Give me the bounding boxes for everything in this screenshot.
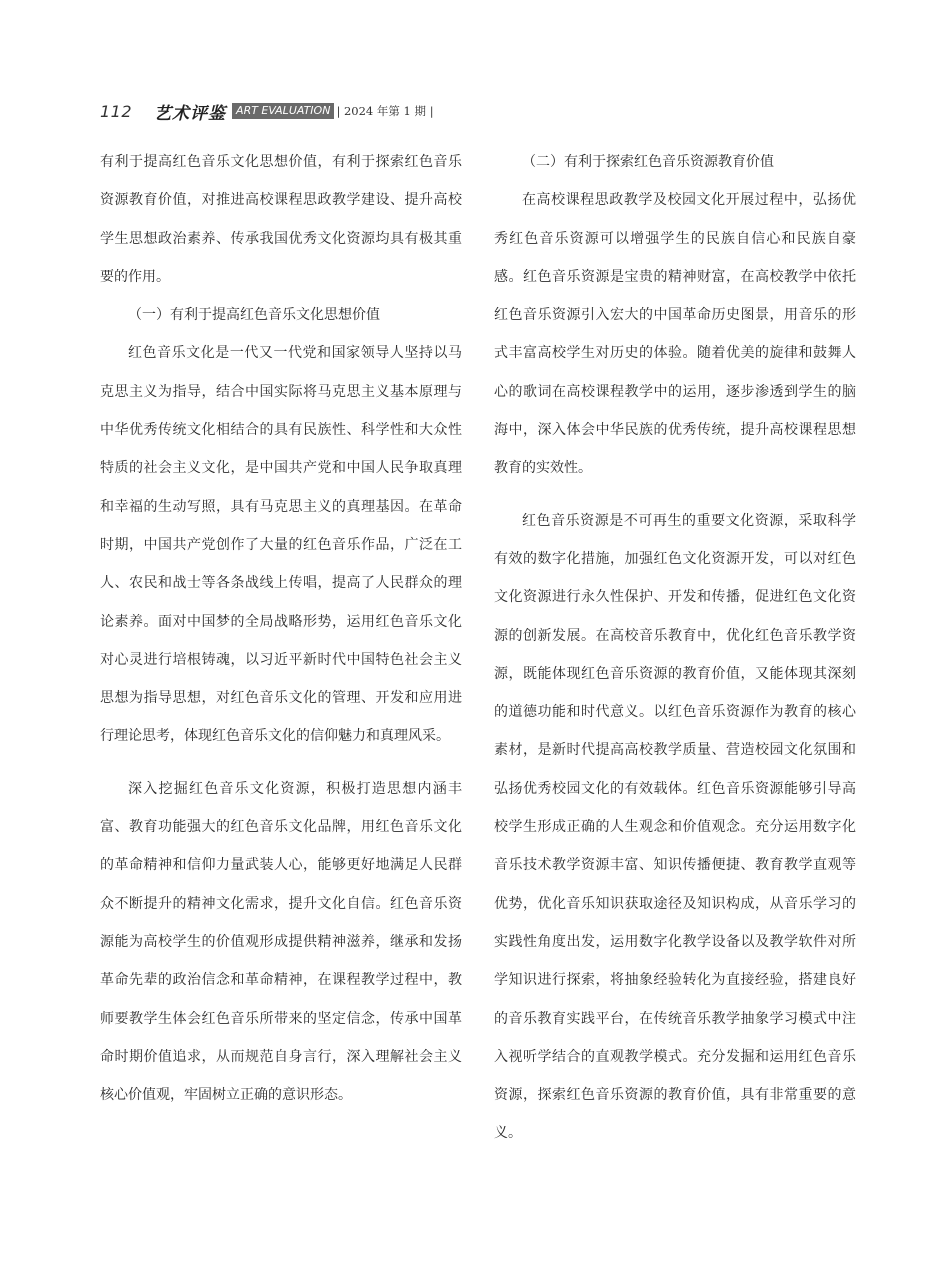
section-heading: （一）有利于提高红色音乐文化思想价值 — [128, 307, 380, 324]
paragraph: 在高校课程思政教学及校园文化开展过程中，弘扬优秀红色音乐资源可以增强学生的民族自信心和民族自豪感。红色音乐资源是宝贵的精神财富，在高校教学中依托红色音乐资源引入宏大的中国革命历史图景，用音乐的形式丰富高校学生对历史的体验。随着优美的旋律和鼓舞人心的歌词在高校课程教学中的运用，逐步渗透到学生的脑海中，深入体会中华民族的优秀传统，提升高校课程思想教育的实效性。 — [494, 192, 856, 477]
section-heading: （二）有利于探索红色音乐资源教育价值 — [522, 154, 774, 170]
right-column — [494, 143, 856, 1153]
paragraph: 红色音乐文化是一代又一代党和国家领导人坚持以马克思主义为指导，结合中国实际将马克思主义基本原理与中华优秀传统文化相结合的具有民族性、科学性和大众性特质的社会主义文化，是中国共产党和中国人民争取真理和幸福的生动写照，具有马克思主义的真理基因。在革命时期，中国共产党创作了大量的红色音乐作品，广泛在工人、农民和战士等各条战线上传唱，提高了人民群众的理论素养。面对中国梦的全局战略形势，运用红色音乐文化对心灵进行培根铸魂，以习近平新时代中国特色社会主义思想为指导思想，对红色音乐文化的管理、开发和应用进行理论思考，体现红色音乐文化的信仰魅力和真理风采。 — [100, 345, 462, 745]
issue-label: | 2024 年第 1 期 | — [336, 104, 434, 118]
paragraph: 深入挖掘红色音乐文化资源，积极打造思想内涵丰富、教育功能强大的红色音乐文化品牌，用红色音乐文化的革命精神和信仰力量武装人心，能够更好地满足人民群众不断提升的精神文化需求，提升文化自信。红色音乐资源能为高校学生的价值观形成提供精神滋养，继承和发扬革命先辈的政治信念和革命精神，在课程教学过程中，教师要教学生体会红色音乐所带来的坚定信念，传承中国革命时期价值追求，从而规范自身言行，深入理解社会主义核心价值观，牢固树立正确的意识形态。 — [100, 780, 462, 1104]
page-number: 112 — [100, 101, 133, 121]
left-column — [100, 143, 462, 1114]
page-header — [100, 100, 434, 122]
paragraph: 有利于提高红色音乐文化思想价值，有利于探索红色音乐资源教育价值，对推进高校课程思政教学建设、提升高校学生思想政治素养、传承我国优秀文化资源均具有极其重要的作用。 — [100, 154, 462, 285]
journal-english-badge: ART EVALUATION — [232, 103, 334, 119]
journal-name: 艺术评鉴 — [154, 103, 227, 124]
paragraph: 红色音乐资源是不可再生的重要文化资源，采取科学有效的数字化措施，加强红色文化资源开发，可以对红色文化资源进行永久性保护、开发和传播，促进红色文化资源的创新发展。在高校音乐教育中，优化红色音乐教学资源，既能体现红色音乐资源的教育价值，又能体现其深刻的道德功能和时代意义。以红色音乐资源作为教育的核心素材，是新时代提高高校教学质量、营造校园文化氛围和弘扬优秀校园文化的有效载体。红色音乐资源能够引导高校学生形成正确的人生观念和价值观念。充分运用数字化音乐技术教学资源丰富、知识传播便捷、教育教学直观等优势，优化音乐知识获取途径及知识构成，从音乐学习的实践性角度出发，运用数字化教学设备以及教学软件对所学知识进行探索，将抽象经验转化为直接经验，搭建良好的音乐教育实践平台，在传统音乐教学抽象学习模式中注入视听学结合的直观教学模式。充分发掘和运用红色音乐资源，探索红色音乐资源的教育价值，具有非常重要的意义。 — [494, 512, 856, 1142]
